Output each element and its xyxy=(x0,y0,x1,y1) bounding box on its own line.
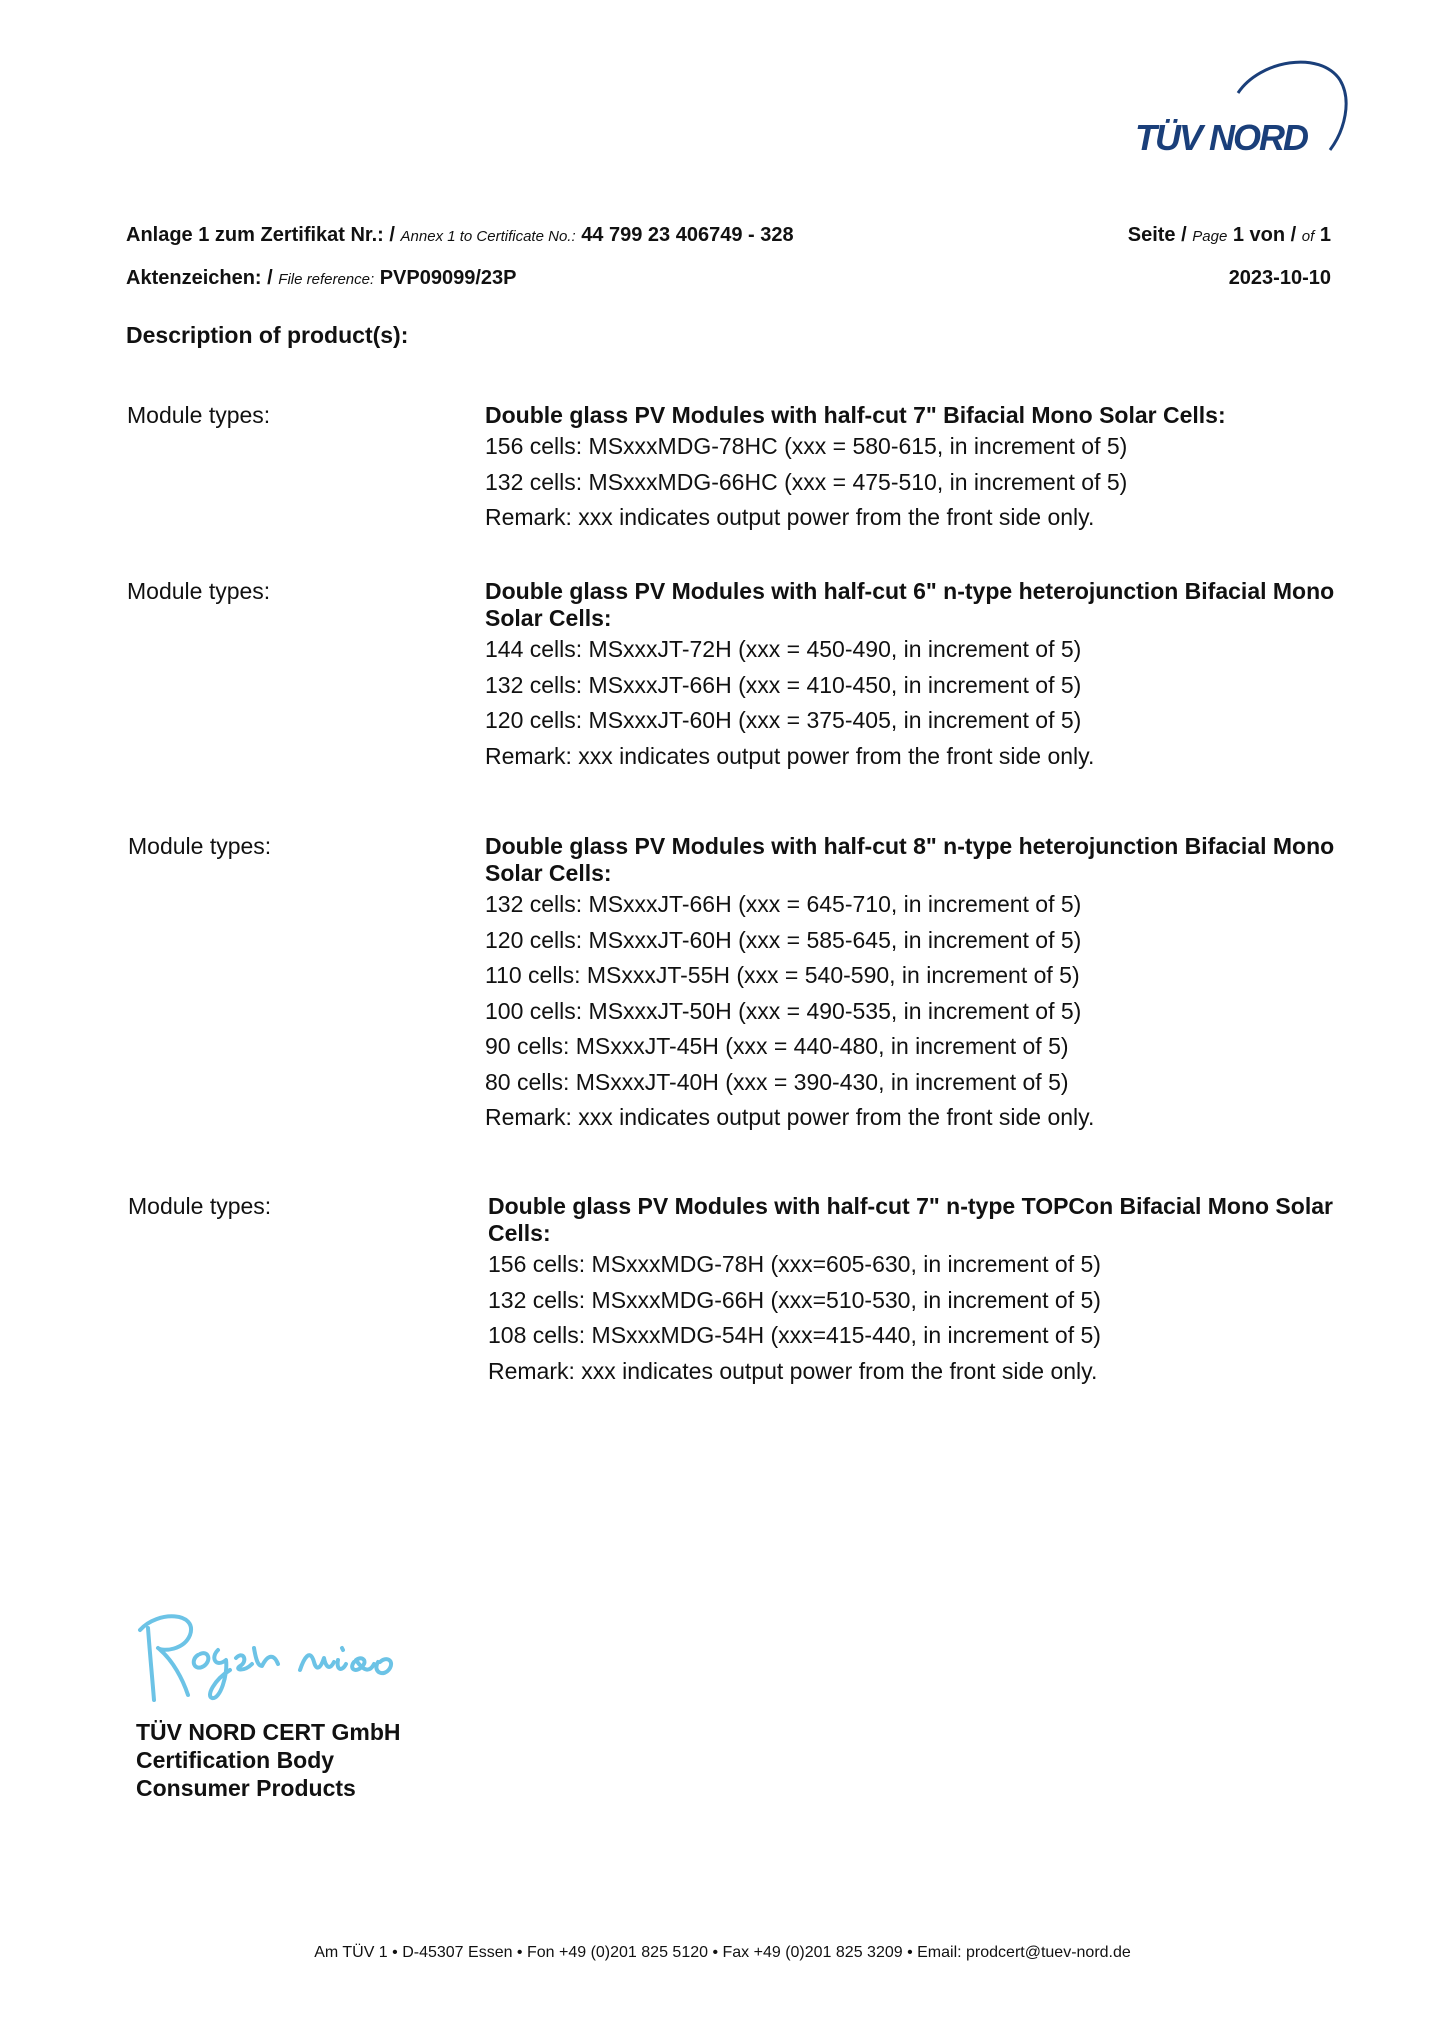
logo-text: TÜV NORD xyxy=(1135,117,1307,158)
section-2-line-1: 144 cells: MSxxxJT-72H (xxx = 450-490, in increment of 5) xyxy=(485,636,1082,662)
annex-line xyxy=(126,224,794,247)
page-indicator xyxy=(1128,224,1331,247)
file-reference: PVP09099/23P xyxy=(379,267,517,289)
annex-label-en: Annex 1 to Certificate No.: xyxy=(400,228,576,245)
tuev-nord-logo xyxy=(1120,55,1350,165)
section-2 xyxy=(485,578,1335,774)
section-4-title: Double glass PV Modules with half-cut 7" n-type TOPCon Bifacial Mono Solar Cells: xyxy=(488,1193,1333,1246)
section-3-remark: Remark: xxx indicates output power from the front side only. xyxy=(485,1104,1095,1130)
signatory-block xyxy=(136,1718,401,1802)
page-of-en: of xyxy=(1301,228,1315,245)
footer-address: Am TÜV 1 • D-45307 Essen • Fon +49 (0)201 825 5120 • Fax +49 (0)201 825 3209 • Email: prodcert@tuev-nord.de xyxy=(314,1944,1131,1961)
section-4-label: Module types: xyxy=(128,1193,272,1219)
separator: / xyxy=(389,224,395,246)
signature xyxy=(128,1600,428,1710)
section-2-label: Module types: xyxy=(127,578,271,604)
signatory-body: Certification Body xyxy=(136,1747,335,1773)
description-title: Description of product(s): xyxy=(126,322,409,348)
section-1-remark: Remark: xxx indicates output power from the front side only. xyxy=(485,504,1095,530)
section-3-line-2: 120 cells: MSxxxJT-60H (xxx = 585-645, in increment of 5) xyxy=(485,926,1082,953)
section-3-line-3: 110 cells: MSxxxJT-55H (xxx = 540-590, in increment of 5) xyxy=(485,962,1080,988)
page-total: 1 xyxy=(1319,224,1331,246)
section-1-line-1: 156 cells: MSxxxMDG-78HC (xxx = 580-615, in increment of 5) xyxy=(485,433,1128,459)
separator: / xyxy=(267,267,273,289)
certificate-number: 44 799 23 406749 - 328 xyxy=(581,224,794,246)
section-4-line-3: 108 cells: MSxxxMDG-54H (xxx=415-440, in increment of 5) xyxy=(488,1322,1101,1348)
section-3-line-4: 100 cells: MSxxxJT-50H (xxx = 490-535, in increment of 5) xyxy=(485,997,1082,1024)
section-3 xyxy=(485,833,1335,1136)
issue-date: 2023-10-10 xyxy=(1228,267,1331,289)
file-reference-line xyxy=(126,267,517,290)
section-4-remark: Remark: xxx indicates output power from the front side only. xyxy=(488,1357,1098,1384)
section-4 xyxy=(488,1193,1338,1389)
section-3-title: Double glass PV Modules with half-cut 8" n-type heterojunction Bifacial Mono Solar Cells: xyxy=(485,833,1335,886)
section-2-line-3: 120 cells: MSxxxJT-60H (xxx = 375-405, in increment of 5) xyxy=(485,707,1082,733)
separator: / xyxy=(1290,224,1297,246)
section-3-line-5: 90 cells: MSxxxJT-45H (xxx = 440-480, in increment of 5) xyxy=(485,1033,1069,1059)
page-of-de: von xyxy=(1249,224,1286,246)
section-3-line-1: 132 cells: MSxxxJT-66H (xxx = 645-710, in increment of 5) xyxy=(485,891,1082,917)
file-label-de: Aktenzeichen: xyxy=(126,267,262,289)
section-3-label: Module types: xyxy=(128,833,272,859)
section-1-label: Module types: xyxy=(127,402,271,428)
section-2-line-2: 132 cells: MSxxxJT-66H (xxx = 410-450, in increment of 5) xyxy=(485,671,1082,698)
signature-icon xyxy=(128,1600,428,1710)
separator: / xyxy=(1181,224,1187,246)
file-label-en: File reference: xyxy=(278,271,375,288)
page-label-en: Page xyxy=(1192,228,1228,245)
section-1-title: Double glass PV Modules with half-cut 7" Bifacial Mono Solar Cells: xyxy=(485,402,1226,428)
annex-label-de: Anlage 1 zum Zertifikat Nr.: xyxy=(126,224,384,246)
page-label-de: Seite xyxy=(1127,224,1176,246)
section-4-line-2: 132 cells: MSxxxMDG-66H (xxx=510-530, in increment of 5) xyxy=(488,1286,1101,1313)
signatory-company: TÜV NORD CERT GmbH xyxy=(136,1719,401,1745)
section-2-remark: Remark: xxx indicates output power from the front side only. xyxy=(485,742,1095,769)
section-2-title: Double glass PV Modules with half-cut 6" n-type heterojunction Bifacial Mono Solar Cells: xyxy=(485,578,1335,631)
section-4-line-1: 156 cells: MSxxxMDG-78H (xxx=605-630, in increment of 5) xyxy=(488,1251,1101,1277)
section-1-line-2: 132 cells: MSxxxMDG-66HC (xxx = 475-510, in increment of 5) xyxy=(485,468,1128,495)
section-3-line-6: 80 cells: MSxxxJT-40H (xxx = 390-430, in increment of 5) xyxy=(485,1068,1069,1095)
page-current: 1 xyxy=(1232,224,1244,246)
section-1 xyxy=(485,402,1335,536)
signatory-division: Consumer Products xyxy=(136,1775,356,1801)
